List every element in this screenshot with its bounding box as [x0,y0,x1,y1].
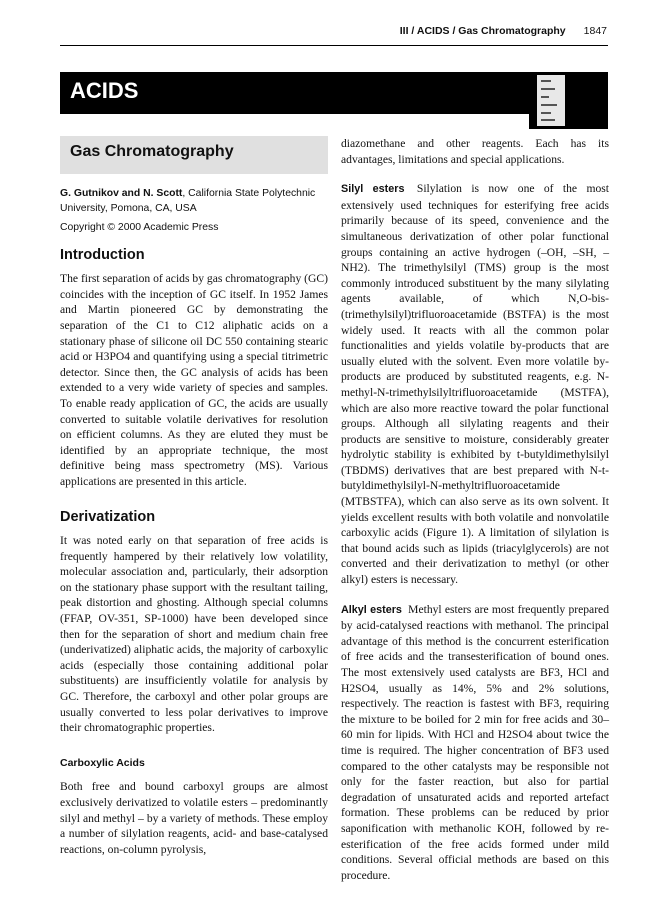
copyright-label: Copyright [60,222,105,233]
copyright-text: 2000 Academic Press [117,222,219,233]
left-column [60,136,328,857]
paragraph-silyl-esters [341,181,609,587]
authors-block [60,186,328,216]
heading-carboxylic-acids: Carboxylic Acids [60,756,145,769]
paragraph-continuation: diazomethane and other reagents. Each has its advantages, limitations and special applications. [341,137,609,166]
article-title: Gas Chromatography [70,143,234,160]
running-header [0,25,607,37]
chromatography-logo-icon [529,72,608,129]
heading-derivatization: Derivatization [60,508,156,525]
page-number: 1847 [583,25,607,37]
banner-title: ACIDS [70,78,139,103]
paragraph-derivatization: It was noted early on that separation of free acids is frequently hampered by their relatively low volatility, molecular association and, particularly, their adsorption on the stationary phase support with the resultant tailing, peak distortion and ghosting. Although special columns (FFAP, OV-351, SP-1000) have been developed since then for the separation of short and medium chain free (underivatized) aliphatic acids, the majority of carboxylic acids (especially those containing additional polar substituents) are insufficiently volatile for analysis by GC. Therefore, the carboxyl and other polar groups are usually converted to less polar derivatives to improve their chromatographic properties. [60,534,328,735]
header-rule [60,45,608,46]
authors: G. Gutnikov and N. Scott [60,188,183,199]
paragraph-carboxylic-acids: Both free and bound carboxyl groups are almost exclusively derivatized to volatile esters – predominantly silyl and methyl – by a variety of methods. These employ a number of silylation reagents, acid- and base-catalysed reactions, on-column pyrolysis, [60,780,328,856]
heading-alkyl-esters: Alkyl esters [341,603,402,616]
text-silyl-esters: Silylation is now one of the most extensively used techniques for esterifying free acids primarily because of its speed, convenience and the simultaneous derivatization of other polar functional groups containing an active hydrogen (–OH, –SH, –NH2). The trimethylsilyl (TMS) group is the most commonly introduced substituent by the many silylating agents available, of which N,O-bis-(trimethylsilyl)trifluoroacetamide (BSTFA) is the most widely used. It reacts with all the common polar functionalities and yields volatile by-products that are usually eluted with the solvent. Even more volatile by-products are produced by substituted reagents, e.g. N-methyl-N-trimethylsilyltrifluoroacetamide (MSTFA), which are also more reactive toward the polar functional groups. Although all silylating reagents and their products are sensitive to moisture, considerably greater hydrolytic stability is exhibited by t-butyldimethylsilyl (TBDMS) derivatives that are best prepared with N-t-butyldimethylsilyl-N-methyltrifluoroacetamide (MTBSTFA), which can also serve as its own solvent. It yields excellent results with both volatile and nonvolatile carboxylic acids (Figure 1). A limitation of silylation is that bound acids such as lipids (triacylglycerols) are not converted and their derivatization to methyl (or other alkyl) esters is necessary. [341,182,609,587]
copyright-line [60,220,328,236]
section-banner [60,72,529,114]
paragraph-alkyl-esters [341,602,609,884]
heading-introduction: Introduction [60,246,145,263]
article-title-box [60,136,328,174]
text-alkyl-esters: Methyl esters are most frequently prepared by acid-catalysed reactions with methanol. The principal advantage of this method is the concurrent esterification of free acids and the transesterification of bound ones. The most extensively used catalysts are BF3, HCl and H2SO4, usually as 14%, 5% and 2% solutions, respectively. The reaction is fastest with BF3, requiring the mixture to be boiled for 2 min for free acids and 30–60 min for lipids. With HCl and H2SO4 about twice the time is required. The higher concentration of BF3 used compared to the other catalysts may be responsible not only for the faster reaction, but also for partial degradation of unsaturated acids and reported artefact formation. These problems can be reduced by prior saponification with methanolic KOH, followed by re-esterification of the free acids formed under mild conditions. Several official methods are based on this procedure. [341,602,609,882]
paragraph-introduction: The first separation of acids by gas chromatography (GC) coincides with the inception of GC itself. In 1952 James and Martin pioneered GC by demonstrating the separation of the C1 to C12 aliphatic acids on a stationary phase of silicone oil DC 550 containing stearic acid or H3PO4 and quantifying using a special titrimetric detector. Since then, the GC analysis of acids has been extended to a very wide variety of species and samples. To enable ready application of GC, the acids are usually converted to suitable volatile derivatives for resolution on efficient columns. As they are eluted they must be identified by an appropriate technique, the most definitive being mass spectrometry (MS). Various applications are presented in this article. [60,272,328,488]
affiliation: , California State Polytechnic University, Pomona, CA, USA [60,188,316,214]
right-column [341,136,609,883]
copyright-icon: © [107,222,116,233]
running-title: III / ACIDS / Gas Chromatography [399,25,566,37]
heading-silyl-esters: Silyl esters [341,183,405,196]
